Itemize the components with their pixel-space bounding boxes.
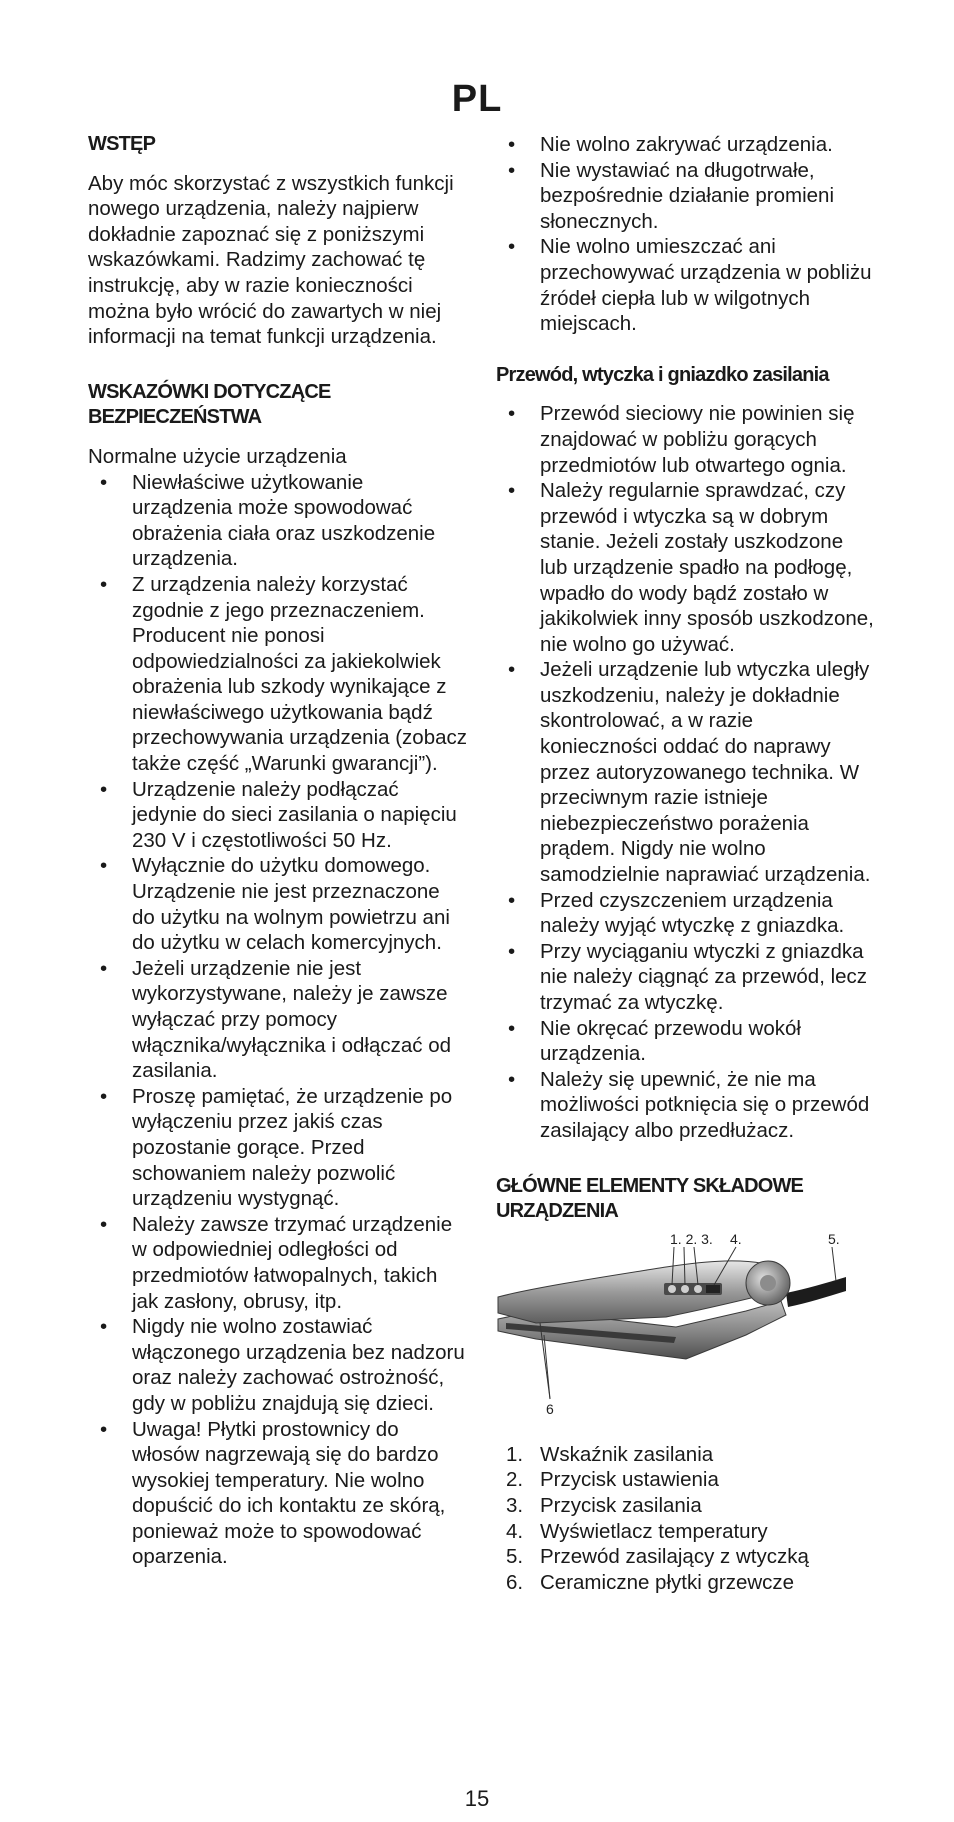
- part-number: 2.: [506, 1468, 524, 1492]
- list-item: • Proszę pamiętać, że urządzenie po wyłączeniu przez jakiś czas pozostanie gorące. Przed schowaniem należy pozwolić urządzeniu wystygnąć.: [88, 1084, 468, 1212]
- part-label: Wskaźnik zasilania: [540, 1442, 714, 1466]
- list-item: • Należy regularnie sprawdzać, czy przewód i wtyczka są w dobrym stanie. Jeżeli zostały uszkodzone lub urządzenie spadło na podłogę, wpadło do wody bądź zostało w jakikolwiek inny sposób uszkodzone, nie wolno go używać.: [496, 478, 876, 657]
- components-heading-line2: URZĄDZENIA: [496, 1200, 618, 1223]
- figure-label-4: 4.: [730, 1230, 742, 1247]
- list-item: [496, 1467, 876, 1493]
- figure-label-5: 5.: [828, 1230, 840, 1247]
- intro-text: Aby móc skorzystać z wszystkich funkcji nowego urządzenia, należy najpierw dokładnie zapoznać się z poniższymi wskazówkami. Radzimy zachować tę instrukcję, aby w razie konieczności można było wrócić do zawartych w niej informacji na temat funkcji urządzenia.: [88, 171, 454, 349]
- part-label: Przycisk ustawienia: [540, 1468, 719, 1492]
- list-item: • Należy zawsze trzymać urządzenie w odpowiedniej odległości od przedmiotów łatwopalnych, takich jak zasłony, obrusy, itp.: [88, 1212, 468, 1314]
- part-number: 6.: [506, 1570, 524, 1594]
- figure-label-1-2-3: 1. 2. 3.: [670, 1230, 713, 1247]
- safety-heading: [88, 380, 468, 431]
- safety-heading-line1: WSKAZÓWKI DOTYCZĄCE: [88, 380, 331, 403]
- hair-straightener-illustration: [496, 1231, 846, 1416]
- list-item: • Wyłącznie do użytku domowego. Urządzenie nie jest przeznaczone do użytku na wolnym powietrzu ani do użytku w celach komercyjnych.: [88, 853, 468, 955]
- list-item: • Należy się upewnić, że nie ma możliwości potknięcia się o przewód zasilający albo przedłużacz.: [496, 1067, 876, 1144]
- list-item: • Przewód sieciowy nie powinien się znajdować w pobliżu gorących przedmiotów lub otwartego ognia.: [496, 401, 876, 478]
- language-code-heading: PL: [451, 78, 503, 120]
- list-item: • Uwaga! Płytki prostownicy do włosów nagrzewają się do bardzo wysokiej temperatury. Nie wolno dopuścić do ich kontaktu ze skórą, ponieważ może to spowodować oparzenia.: [88, 1417, 468, 1571]
- list-item: • Urządzenie należy podłączać jedynie do sieci zasilania o napięciu 230 V i częstotliwości 50 Hz.: [88, 777, 468, 854]
- normal-use-label: Normalne użycie urządzenia: [88, 444, 347, 468]
- part-label: Przycisk zasilania: [540, 1493, 702, 1517]
- list-item: [496, 1570, 876, 1596]
- safety-bullet-list: [88, 470, 468, 1571]
- intro-heading: WSTĘP: [88, 133, 156, 155]
- list-item: • Jeżeli urządzenie nie jest wykorzystywane, należy je zawsze wyłączać przy pomocy włącznika/wyłącznika i odłączać od zasilania.: [88, 956, 468, 1084]
- part-label: Ceramiczne płytki grzewcze: [540, 1570, 795, 1594]
- list-item: [496, 1442, 876, 1468]
- part-label: Przewód zasilający z wtyczką: [540, 1545, 809, 1569]
- list-item: • Nie wolno umieszczać ani przechowywać urządzenia w pobliżu źródeł ciepła lub w wilgotnych miejscach.: [496, 234, 876, 336]
- list-item: • Nie wolno zakrywać urządzenia.: [496, 132, 876, 158]
- right-column: [496, 132, 876, 1595]
- list-item: • Nigdy nie wolno zostawiać włączonego urządzenia bez nadzoru oraz należy zachować ostrożność, gdy w pobliżu znajdują się dzieci.: [88, 1314, 468, 1416]
- list-item: [496, 1544, 876, 1570]
- list-item: • Jeżeli urządzenie lub wtyczka uległy uszkodzeniu, należy je dokładnie skontrolować, a w razie konieczności oddać do naprawy przez autoryzowanego technika. W przeciwnym razie istnieje niebezpieczeństwo porażenia prądem. Nigdy nie wolno samodzielnie naprawiać urządzenia.: [496, 657, 876, 887]
- list-item: [496, 1519, 876, 1545]
- part-number: 4.: [506, 1519, 524, 1543]
- part-number: 1.: [506, 1442, 524, 1466]
- list-item: • Przed czyszczeniem urządzenia należy wyjąć wtyczkę z gniazdka.: [496, 888, 876, 939]
- hair-straightener-figure: [496, 1231, 846, 1416]
- placement-bullet-list: [496, 132, 876, 337]
- list-item: • Przy wyciąganiu wtyczki z gniazdka nie należy ciągnąć za przewód, lecz trzymać za wtyczkę.: [496, 939, 876, 1016]
- list-item: [496, 1493, 876, 1519]
- figure-label-6: 6: [546, 1400, 554, 1417]
- cord-heading: Przewód, wtyczka i gniazdko zasilania: [496, 363, 829, 386]
- part-number: 5.: [506, 1545, 524, 1569]
- cord-bullet-list: [496, 401, 876, 1143]
- components-heading: [496, 1174, 876, 1225]
- list-item: • Nie wystawiać na długotrwałe, bezpośrednie działanie promieni słonecznych.: [496, 158, 876, 235]
- list-item: • Niewłaściwe użytkowanie urządzenia może spowodować obrażenia ciała oraz uszkodzenie urządzenia.: [88, 470, 468, 572]
- safety-heading-line2: BEZPIECZEŃSTWA: [88, 406, 262, 429]
- components-heading-line1: GŁÓWNE ELEMENTY SKŁADOWE: [496, 1174, 804, 1197]
- list-item: • Nie okręcać przewodu wokół urządzenia.: [496, 1016, 876, 1067]
- left-column: [88, 132, 468, 1570]
- components-list: [496, 1442, 876, 1596]
- part-label: Wyświetlacz temperatury: [540, 1519, 768, 1543]
- page-number: 15: [464, 1786, 490, 1811]
- list-item: • Z urządzenia należy korzystać zgodnie z jego przeznaczeniem. Producent nie ponosi odpowiedzialności za jakiekolwiek obrażenia lub szkody wynikające z niewłaściwego użytkowania bądź przechowywania urządzenia (zobacz także część „Warunki gwarancji”).: [88, 572, 468, 777]
- part-number: 3.: [506, 1493, 524, 1517]
